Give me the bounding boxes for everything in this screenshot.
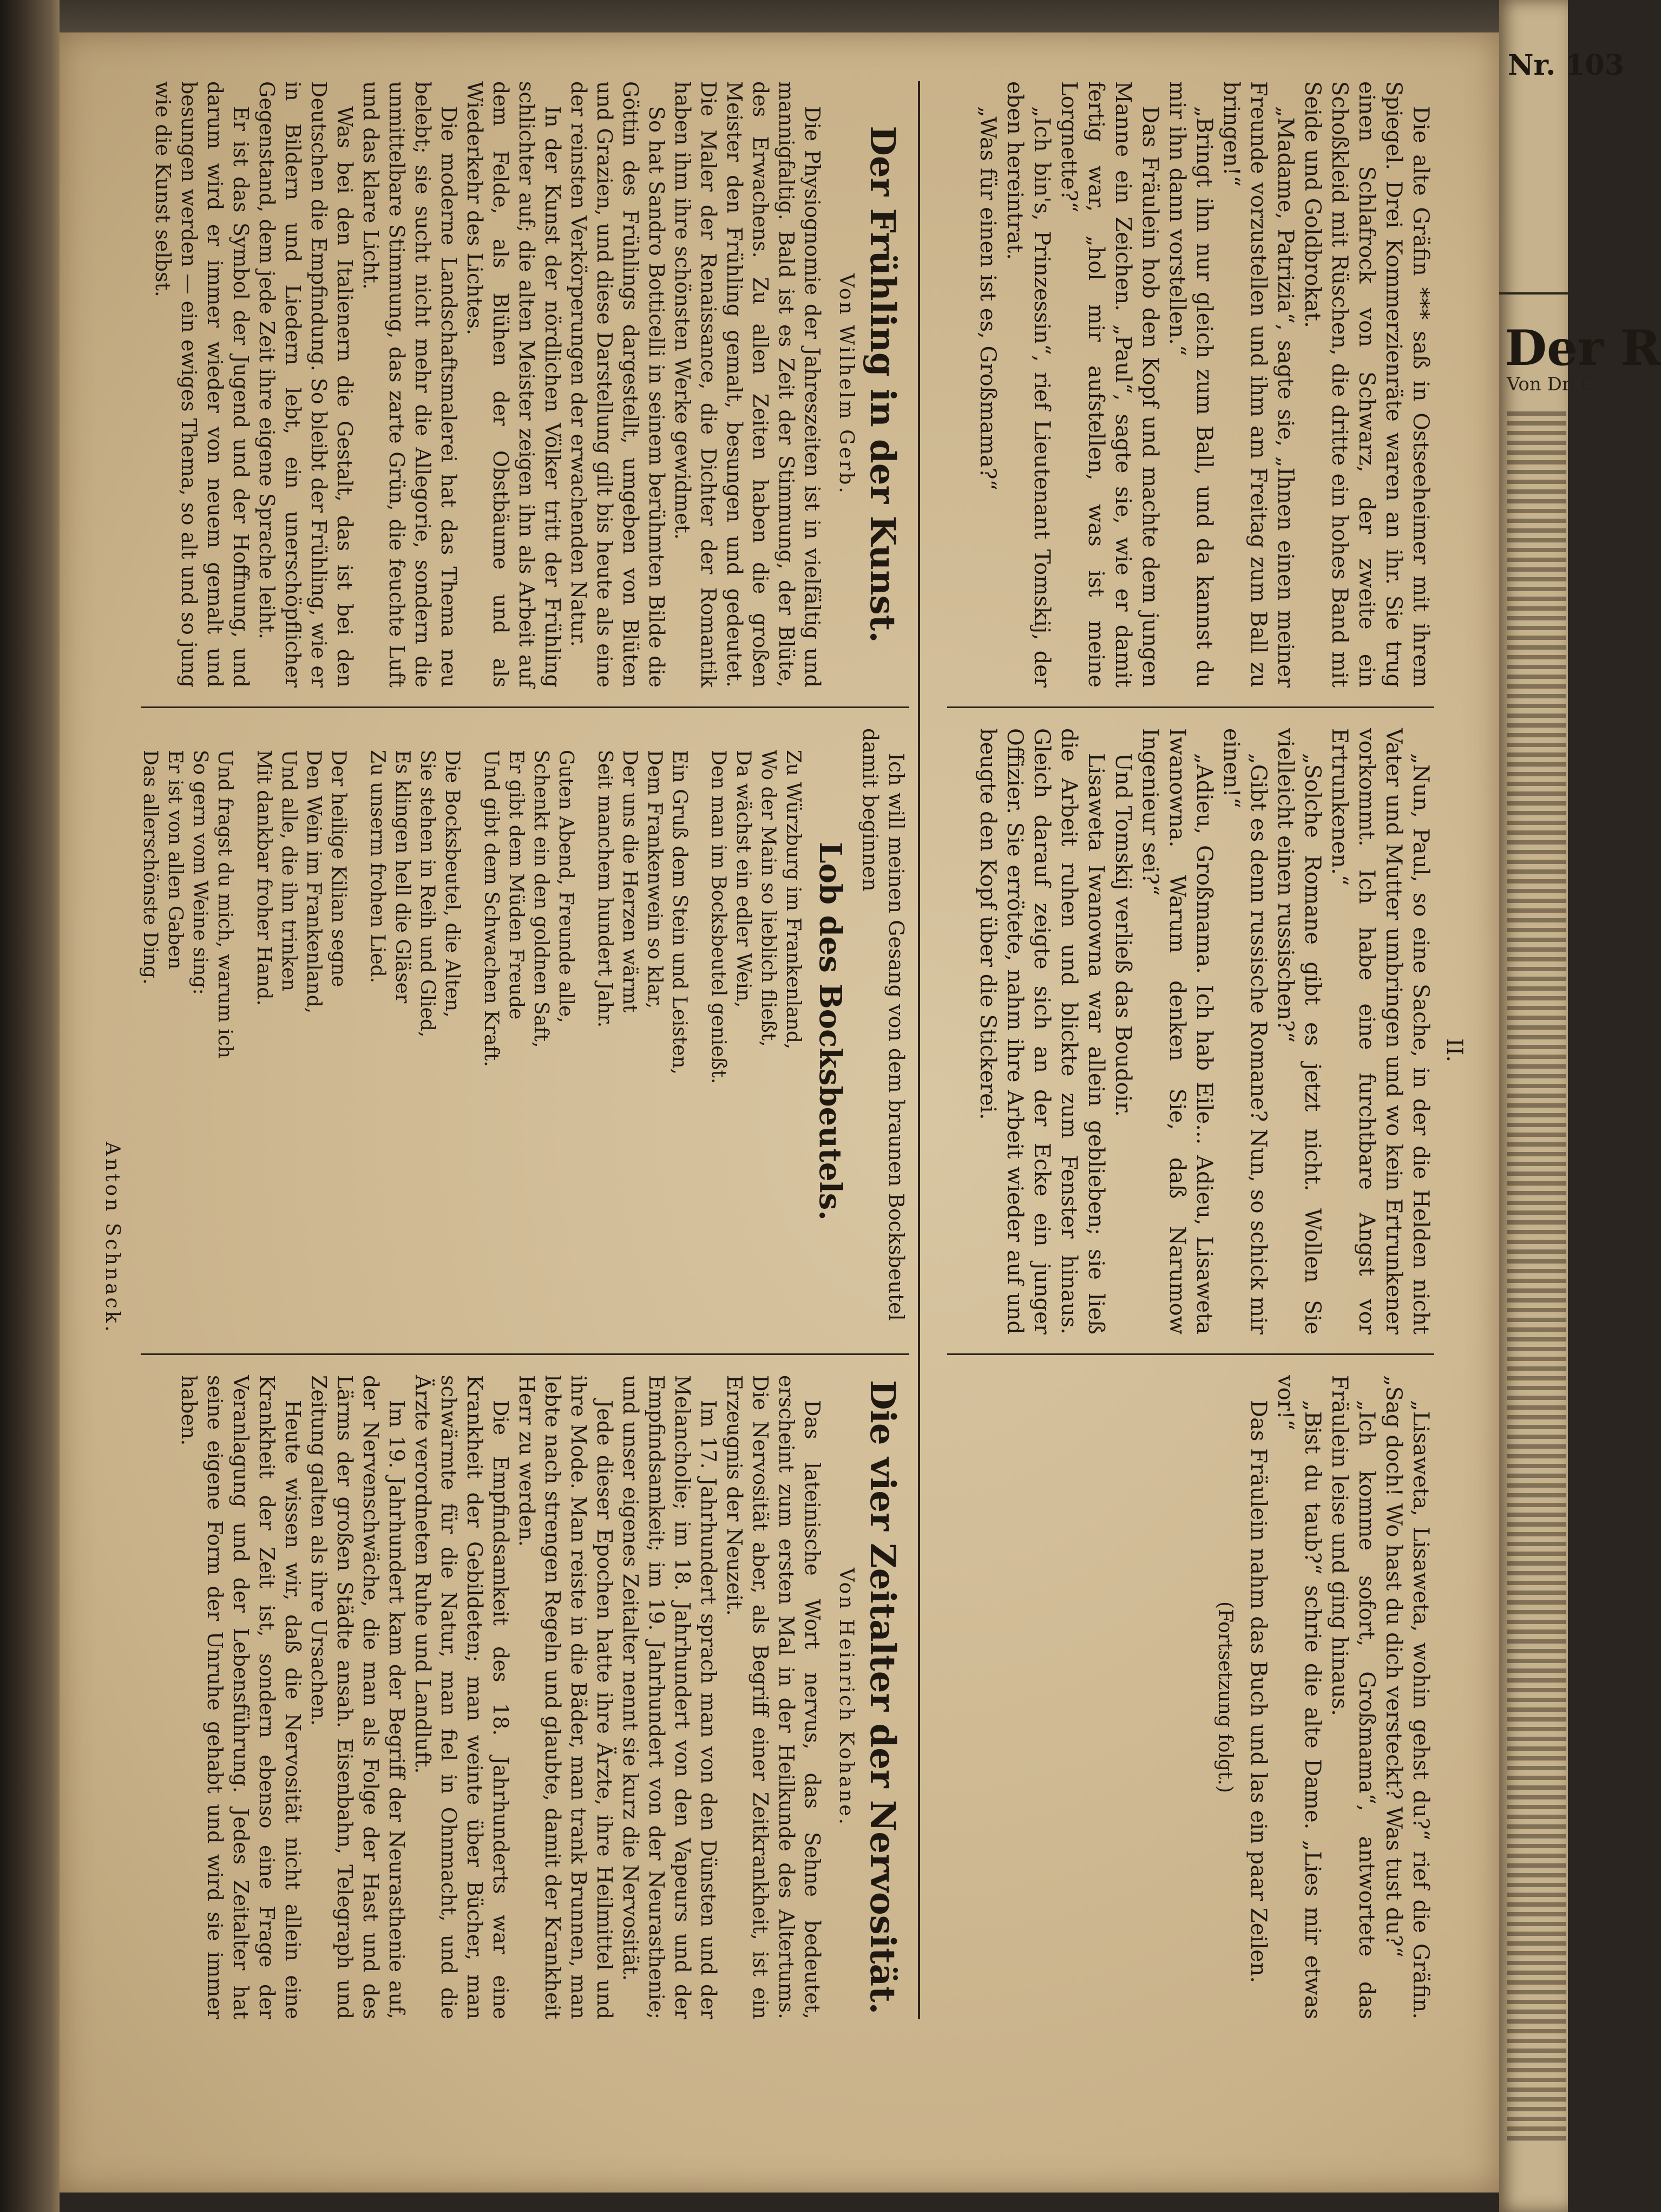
column-rule	[141, 706, 909, 708]
novel-paragraph: „Nun, Paul, so eine Sache, in der die Helden nicht Vater und Mutter umbringen und wo kein Ertrunkener vorkommt. Ich habe eine furchtbare Angst vor Ertrunkenen.“	[1327, 728, 1433, 1334]
novel-paragraph: Lisaweta Iwanowna war allein geblieben; sie ließ die Arbeit ruhen und blickte zum Fenster hinaus. Gleich darauf zeigte sich an der Ecke ein junger Offizier. Sie errötete, nahm ihre Arbeit wieder auf und beugte den Kopf über die Stickerei.	[975, 728, 1108, 1334]
novel-paragraph: „Ich bin's, Prinzessin“, rief Lieutenant Tomskij, der eben hereintrat.	[1002, 81, 1054, 688]
novel-column-1	[925, 81, 1434, 688]
continuation-note: (Fortsetzung folgt.)	[1214, 1601, 1236, 1793]
spring-article	[130, 81, 909, 688]
novel-paragraph: Das Fräulein hob den Kopf und machte dem jungen Manne ein Zeichen. „Paul“, sagte sie, wie er damit fertig war, „hol mir aufstellen, was ist meine Lorgnette?“	[1056, 81, 1163, 688]
poem-intro: Ich will meinen Gesang von dem braunen Bocksbeutel damit beginnen	[858, 728, 908, 1321]
novel-paragraph: „Bist du taub?“ schrie die alte Dame. „Lies mir etwas vor!“	[1273, 1375, 1325, 2019]
next-page-edge	[1499, 0, 1661, 2212]
novel-paragraph: „Adieu, Großmama. Ich hab Eile... Adieu, Lisaweta Iwanowna. Warum denken Sie, daß Narumow Ingenieur sei?“	[1138, 728, 1217, 1334]
novel-paragraph: Und Tomskij verließ das Boudoir.	[1111, 753, 1135, 1117]
novel-paragraph: „Bringt ihn nur gleich zum Ball, und da kannst du mir ihn dann vorstellen.“	[1165, 81, 1217, 688]
novel-paragraph: „Gibt es denn russische Romane? Nun, so schick mir einen!“	[1219, 728, 1271, 1334]
poem-stanza: Der heilige Kilian segne Den Wein im Frankenland, Und alle, die ihn trinken Mit dankbar froher Hand.	[253, 750, 350, 1014]
spring-paragraph: So hat Sandro Botticelli in seinem berühmten Bilde die Göttin des Frühlings dargestellt, umgeben von Blüten und Grazien, und diese Darstellung gilt bis heute als eine der reinsten Verkörperungen der erwachenden Natur.	[567, 81, 668, 688]
rotated-content	[101, 81, 1467, 2084]
next-page-text	[1507, 411, 1566, 2144]
essay-paragraph: Die Empfindsamkeit des 18. Jahrhunderts war eine Krankheit der Gebildeten; man weinte über Bücher, man schwärmte für die Natur, man fiel in Ohnmacht, und die Ärzte verordneten Ruhe und Landluft.	[411, 1375, 513, 2019]
column-rule	[947, 1353, 1434, 1355]
poem-stanza: Und fragst du mich, warum ich So gern vom Weine sing: Er ist von allen Gaben Das allerschönste Ding.	[139, 750, 236, 1059]
novel-paragraph: „Solche Romane gibt es jetzt nicht. Wollen Sie vielleicht einen russischen?“	[1273, 728, 1325, 1334]
spring-paragraph: Was bei den Italienern die Gestalt, das ist bei den Deutschen die Empfindung. So bleibt der Frühling, wie er in Bildern und Liedern lebt, ein unerschöpflicher Gegenstand, dem jede Zeit ihre eigene Sprache leiht.	[255, 81, 357, 688]
spring-paragraph: Die moderne Landschaftsmalerei hat das Thema neu belebt; sie sucht nicht mehr die Allegorie, sondern die unmittelbare Stimmung, das zarte Grün, die feuchte Luft und das klare Licht.	[359, 81, 461, 688]
poem-stanza: Die Bocksbeutel, die Alten, Sie stehen in Reih und Glied, Es klingen hell die Gläser Zu unserm frohen Lied.	[366, 750, 463, 1038]
chapter-number: II.	[1442, 1038, 1467, 1063]
column-rule	[141, 1353, 909, 1355]
essay-title: Die vier Zeitalter der Nervosität.	[862, 1380, 903, 2014]
poem-signature: Anton Schnack.	[101, 1141, 123, 1334]
novel-paragraph: „Lisaweta, Lisaweta, wohin gehst du?“ rief die Gräfin. „Sag doch! Wo hast du dich versteckt? Was tust du?“	[1381, 1375, 1433, 2019]
nervousness-essay	[130, 1375, 909, 2019]
essay-paragraph: Im 17. Jahrhundert sprach man von den Dünsten und der Melancholie; im 18. Jahrhundert von den Vapeurs und der Empfindsamkeit; im 19. Jahrhundert von der Neurasthenie; und unser eigenes Zeitalter nennt sie kurz die Nervosität.	[619, 1375, 720, 2019]
essay-paragraph: Im 19. Jahrhundert kam der Begriff der Neurasthenie auf, der Nervenschwäche, die man als Folge der Hast und des Lärms der großen Städte ansah. Eisenbahn, Telegraph und Zeitung galten als ihre Ursachen.	[307, 1375, 409, 2019]
spring-title: Der Frühling in der Kunst.	[862, 126, 903, 643]
spring-author: Von Wilhelm Gerb.	[835, 273, 857, 495]
spring-paragraph: Die Physiognomie der Jahreszeiten ist in vielfältig und mannigfaltig. Bald ist es Zeit der Stimmung, der Blüte, des Erwachens. Zu allen Zeiten haben die großen Meister den Frühling gemalt, besungen und gedeutet. Die Maler der Renaissance, die Dichter der Romantik haben ihm ihre schönsten Werke gewidmet.	[671, 81, 824, 688]
next-page-header: Nr. 103	[1508, 49, 1624, 82]
novel-paragraph: Die alte Gräfin *** saß in Ostseeheimer mit ihrem Spiegel. Drei Kommerzienräte waren an ihr. Sie trug einen Schlafrock von Schwarz, der zweite ein Schoßkleid mit Rüschen, die dritte ein hohes Band mit Seide und Goldbrokat.	[1300, 81, 1433, 688]
essay-author: Von Heinrich Kohane.	[835, 1567, 857, 1827]
section-rule	[918, 81, 920, 2019]
novel-paragraph: „Ich komme sofort, Großmama“, antwortete das Fräulein leise und ging hinaus.	[1327, 1375, 1379, 2019]
novel-paragraph: „Was für einen ist es, Großmama?“	[975, 106, 1000, 490]
spring-paragraph: Er ist das Symbol der Jugend und der Hoffnung, und darum wird er immer wieder von neuem gemalt und besungen werden — ein ewiges Thema, so alt und so jung wie die Kunst selbst.	[151, 81, 253, 688]
bocksbeutel-poem	[101, 728, 909, 1334]
novel-paragraph: „Madame, Patrizia“, sagte sie, „Ihnen einen meiner Freunde vorzustellen und ihm am Freitag zum Ball zu bringen!“	[1219, 81, 1298, 688]
next-page-author: Von Dr. C	[1507, 374, 1595, 395]
next-page-rule	[1499, 292, 1568, 295]
poem-stanza: Guten Abend, Freunde alle, Schenkt ein den goldnen Saft, Er gibt dem Müden Freude Und gibt dem Schwachen Kraft.	[480, 750, 577, 1067]
poem-title: Lob des Bocksbeutels.	[812, 842, 848, 1221]
next-page-title: Der R	[1505, 319, 1661, 377]
novel-section	[925, 81, 1467, 2019]
spring-paragraph: In der Kunst der nördlichen Völker tritt der Frühling schlichter auf; die alten Meister zeigen ihn als Arbeit auf dem Felde, als Blühen der Obstbäume und als Wiederkehr des Lichtes.	[463, 81, 564, 688]
novel-column-2	[925, 728, 1434, 1334]
novel-column-3	[925, 1375, 1434, 2019]
poem-stanza: Ein Gruß dem Stein und Leisten, Dem Frankenwein so klar, Der uns die Herzen wärmt Seit manchem hundert Jahr.	[594, 750, 691, 1075]
column-rule	[947, 706, 1434, 708]
page-top-edge	[60, 0, 1499, 32]
book-binding	[0, 0, 60, 2212]
poem-stanza: Zu Würzburg im Frankenland, Wo der Main so lieblich fließt, Da wächst ein edler Wein, Den man im Bocksbeutel genießt.	[707, 750, 804, 1084]
essay-paragraph: Das lateinische Wort nervus, das Sehne bedeutet, erscheint zum ersten Mal in der Heilkunde des Altertums. Die Nervosität aber, als Begriff einer Zeitkrankheit, ist ein Erzeugnis der Neuzeit.	[723, 1375, 824, 2019]
essay-paragraph: Heute wissen wir, daß die Nervosität nicht allein eine Krankheit der Zeit ist, sondern ebenso eine Frage der Veranlagung und der Lebensführung. Jedes Zeitalter hat seine eigene Form der Unruhe gehabt und wird sie immer haben.	[177, 1375, 305, 2019]
essay-paragraph: Jede dieser Epochen hatte ihre Ärzte, ihre Heilmittel und ihre Mode. Man reiste in die Bäder, man trank Brunnen, man lebte nach strengen Regeln und glaubte, damit der Krankheit Herr zu werden.	[515, 1375, 616, 2019]
novel-paragraph: Das Fräulein nahm das Buch und las ein paar Zeilen.	[1246, 1400, 1271, 1984]
